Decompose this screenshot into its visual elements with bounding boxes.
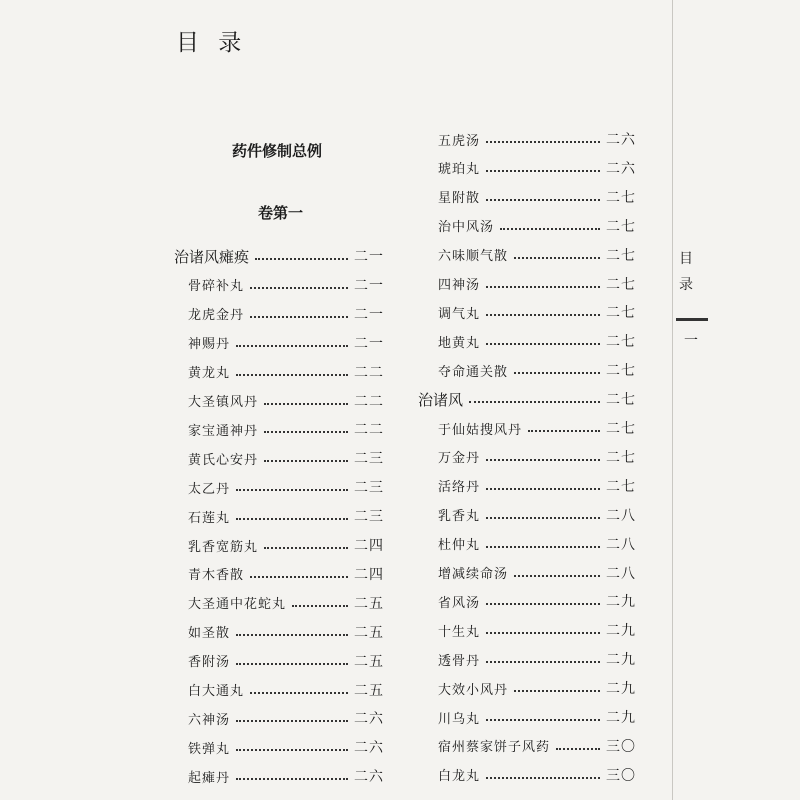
toc-entry-page: 二五: [354, 595, 384, 612]
dot-leader: [236, 663, 348, 665]
toc-entry: [188, 387, 384, 415]
toc-entry: [188, 733, 384, 761]
side-title-bottom: 录: [679, 277, 693, 293]
toc-entry-page: 二七: [606, 392, 636, 409]
toc-entry-page: 二九: [606, 681, 636, 698]
dot-leader: [236, 518, 348, 520]
toc-entry-label: 白大通丸: [188, 684, 245, 699]
toc-entry-label: 大圣通中花蛇丸: [188, 597, 287, 613]
toc-entry-page: 二六: [354, 769, 384, 786]
toc-entry-page: 二七: [606, 276, 636, 293]
toc-entry: [188, 473, 384, 501]
side-title-top: 目: [679, 251, 693, 267]
toc-entry: [438, 356, 636, 384]
toc-entry-page: 二二: [354, 393, 384, 410]
toc-entry-page: 二七: [606, 218, 636, 235]
toc-entry-label: 地黄丸: [438, 335, 481, 351]
dot-leader: [486, 314, 600, 316]
toc-entry-page: 二七: [606, 449, 636, 466]
toc-entry-page: 二七: [606, 421, 636, 437]
toc-entry-page: 二六: [354, 711, 384, 728]
dot-leader: [292, 605, 348, 607]
dot-leader: [486, 632, 600, 634]
toc-entry-page: 二八: [606, 536, 636, 553]
page-title: 目 录: [176, 30, 248, 56]
side-title: [674, 246, 698, 298]
toc-entry-label: 透骨丹: [438, 653, 481, 669]
toc-entry-label: 杜仲丸: [438, 538, 481, 554]
toc-entry: [438, 212, 636, 240]
toc-entry-label: 活络丹: [438, 480, 481, 496]
toc-entry: [188, 358, 384, 386]
toc-entry: [438, 414, 636, 442]
toc-entry-page: 二六: [606, 132, 636, 148]
toc-entry: [188, 762, 384, 790]
toc-entry-page: 二八: [606, 565, 636, 582]
toc-entry: [438, 559, 636, 587]
toc-entry-label: 调气丸: [438, 306, 481, 322]
toc-entry-page: 二七: [606, 334, 636, 351]
toc-entry: [438, 154, 636, 182]
toc-entry: [188, 704, 384, 732]
toc-entry-label: 大效小风丹: [438, 682, 509, 698]
dot-leader: [486, 488, 600, 490]
toc-entry-label: 治诸风: [418, 390, 464, 409]
toc-entry-label: 骨碎补丸: [188, 279, 245, 295]
toc-entry: [438, 645, 636, 673]
toc-entry-page: 二三: [354, 480, 384, 497]
toc-entry: [188, 676, 384, 704]
toc-entry-page: 二七: [606, 478, 636, 495]
toc-entry-label: 增减续命汤: [438, 567, 509, 582]
dot-leader: [264, 460, 348, 462]
toc-entry-label: 如圣散: [188, 626, 231, 642]
toc-entry-page: 二五: [354, 624, 384, 641]
dot-leader: [250, 692, 348, 694]
toc-entry: [188, 647, 384, 675]
toc-entry-label: 龙虎金丹: [188, 308, 245, 324]
dot-leader: [250, 287, 348, 289]
dot-leader: [486, 459, 600, 461]
toc-entry-label: 省风汤: [438, 595, 481, 611]
toc-entry: [438, 327, 636, 355]
toc-entry-label: 六神汤: [188, 712, 231, 728]
dot-leader: [236, 720, 348, 722]
dot-leader: [486, 199, 600, 201]
toc-entry: [174, 242, 384, 270]
toc-entry-page: 二一: [354, 249, 384, 265]
toc-entry-page: 二七: [606, 189, 636, 206]
toc-entry-page: 二九: [606, 594, 636, 611]
toc-entry-label: 星附散: [438, 191, 481, 207]
toc-entry-label: 家宝通神丹: [188, 423, 259, 439]
toc-entry: [438, 501, 636, 529]
dot-leader: [514, 372, 600, 374]
toc-entry: [438, 761, 636, 789]
toc-entry-label: 青木香散: [188, 568, 245, 584]
dot-leader: [500, 228, 600, 230]
toc-entry-label: 治诸风瘫痪: [174, 247, 250, 266]
toc-entry-label: 于仙姑搜风丹: [438, 422, 523, 438]
toc-entry: [438, 674, 636, 702]
toc-entry: [188, 444, 384, 472]
toc-entry-label: 宿州蔡家饼子风药: [438, 740, 551, 756]
dot-leader: [236, 634, 348, 636]
toc-entry: [188, 329, 384, 357]
dot-leader: [264, 431, 348, 433]
toc-entry: [188, 502, 384, 530]
dot-leader: [486, 661, 600, 663]
toc-entry-label: 万金丹: [438, 451, 481, 467]
dot-leader: [236, 489, 348, 491]
toc-entry-page: 二七: [606, 363, 636, 380]
toc-entry-page: 二二: [354, 422, 384, 439]
toc-entry-page: 二九: [606, 623, 636, 640]
toc-entry: [438, 530, 636, 558]
toc-entry-label: 太乙丹: [188, 481, 231, 497]
dot-leader: [514, 257, 600, 259]
dot-leader: [486, 777, 600, 779]
toc-entry: [188, 271, 384, 299]
dot-leader: [514, 575, 600, 577]
toc-entry: [188, 415, 384, 443]
toc-entry: [188, 618, 384, 646]
toc-entry-label: 琥珀丸: [438, 162, 481, 178]
toc-entry-page: 二四: [354, 538, 384, 554]
toc-entry: [438, 587, 636, 615]
toc-entry-label: 黄龙丸: [188, 366, 231, 382]
toc-entry-label: 乳香宽筋丸: [188, 539, 259, 555]
toc-entry: [418, 385, 636, 413]
toc-entry: [188, 531, 384, 559]
toc-entry: [438, 616, 636, 644]
dot-leader: [236, 749, 348, 751]
dot-leader: [255, 258, 348, 260]
toc-entry-label: 神赐丹: [188, 337, 231, 353]
toc-entry-label: 起瘫丹: [188, 770, 231, 786]
toc-entry: [438, 298, 636, 326]
toc-entry-label: 石莲丸: [188, 510, 231, 526]
toc-entry-page: 二九: [606, 652, 636, 669]
toc-entry-label: 治中风汤: [438, 220, 495, 236]
toc-entry-label: 白龙丸: [438, 769, 481, 785]
side-page-number: 一: [684, 333, 698, 349]
toc-entry: [438, 472, 636, 500]
toc-entry-page: 二一: [354, 277, 384, 294]
toc-entry-page: 二三: [354, 509, 384, 526]
dot-leader: [236, 345, 348, 347]
toc-entry: [438, 703, 636, 731]
dot-leader: [514, 690, 600, 692]
dot-leader: [486, 343, 600, 345]
toc-entry-label: 十生丸: [438, 624, 481, 640]
toc-entry: [438, 183, 636, 211]
toc-entry: [438, 270, 636, 298]
toc-entry-label: 香附汤: [188, 655, 231, 671]
dot-leader: [486, 286, 600, 288]
dot-leader: [486, 546, 600, 548]
dot-leader: [264, 403, 348, 405]
toc-entry-label: 乳香丸: [438, 509, 481, 525]
dot-leader: [236, 778, 348, 780]
toc-entry-label: 川乌丸: [438, 711, 481, 727]
dot-leader: [528, 430, 600, 432]
toc-entry-page: 二九: [606, 710, 636, 726]
toc-entry-label: 黄氏心安丹: [188, 452, 259, 468]
toc-entry: [438, 443, 636, 471]
toc-entry-page: 二七: [606, 305, 636, 322]
toc-entry: [188, 300, 384, 328]
section-general-rules: 药件修制总例: [232, 142, 323, 160]
toc-entry-page: 三〇: [606, 767, 636, 784]
dot-leader: [486, 141, 600, 143]
toc-entry-page: 二八: [606, 507, 636, 524]
toc-entry-page: 二四: [354, 566, 384, 583]
toc-entry-label: 夺命通关散: [438, 364, 509, 380]
dot-leader: [469, 401, 600, 403]
dot-leader: [556, 748, 600, 750]
toc-entry: [438, 241, 636, 269]
toc-entry-page: 二二: [354, 364, 384, 381]
toc-entry-page: 二一: [354, 335, 384, 352]
toc-entry-label: 大圣镇风丹: [188, 395, 259, 410]
toc-entry-label: 五虎汤: [438, 133, 481, 149]
toc-entry: [438, 732, 636, 760]
side-rule: [676, 318, 708, 321]
side-margin: [672, 0, 733, 800]
toc-entry-page: 二六: [354, 740, 384, 757]
section-volume-one: 卷第一: [258, 204, 304, 222]
toc-entry-page: 二三: [354, 451, 384, 468]
toc-entry-label: 六味顺气散: [438, 249, 509, 265]
toc-entry-page: 二六: [606, 160, 636, 177]
toc-entry-page: 二五: [354, 682, 384, 699]
toc-entry-page: 二七: [606, 247, 636, 264]
dot-leader: [486, 603, 600, 605]
toc-entry-page: 三〇: [606, 738, 636, 755]
toc-entry: [188, 589, 384, 617]
toc-entry-label: 四神汤: [438, 278, 481, 293]
toc-entry-label: 铁弹丸: [188, 741, 231, 757]
dot-leader: [486, 170, 600, 172]
dot-leader: [486, 517, 600, 519]
toc-entry-page: 二五: [354, 653, 384, 670]
dot-leader: [250, 316, 348, 318]
toc-entry: [438, 125, 636, 153]
toc-entry-page: 二一: [354, 306, 384, 323]
dot-leader: [486, 719, 600, 721]
dot-leader: [264, 547, 348, 549]
dot-leader: [250, 576, 348, 578]
dot-leader: [236, 374, 348, 376]
toc-entry: [188, 560, 384, 588]
